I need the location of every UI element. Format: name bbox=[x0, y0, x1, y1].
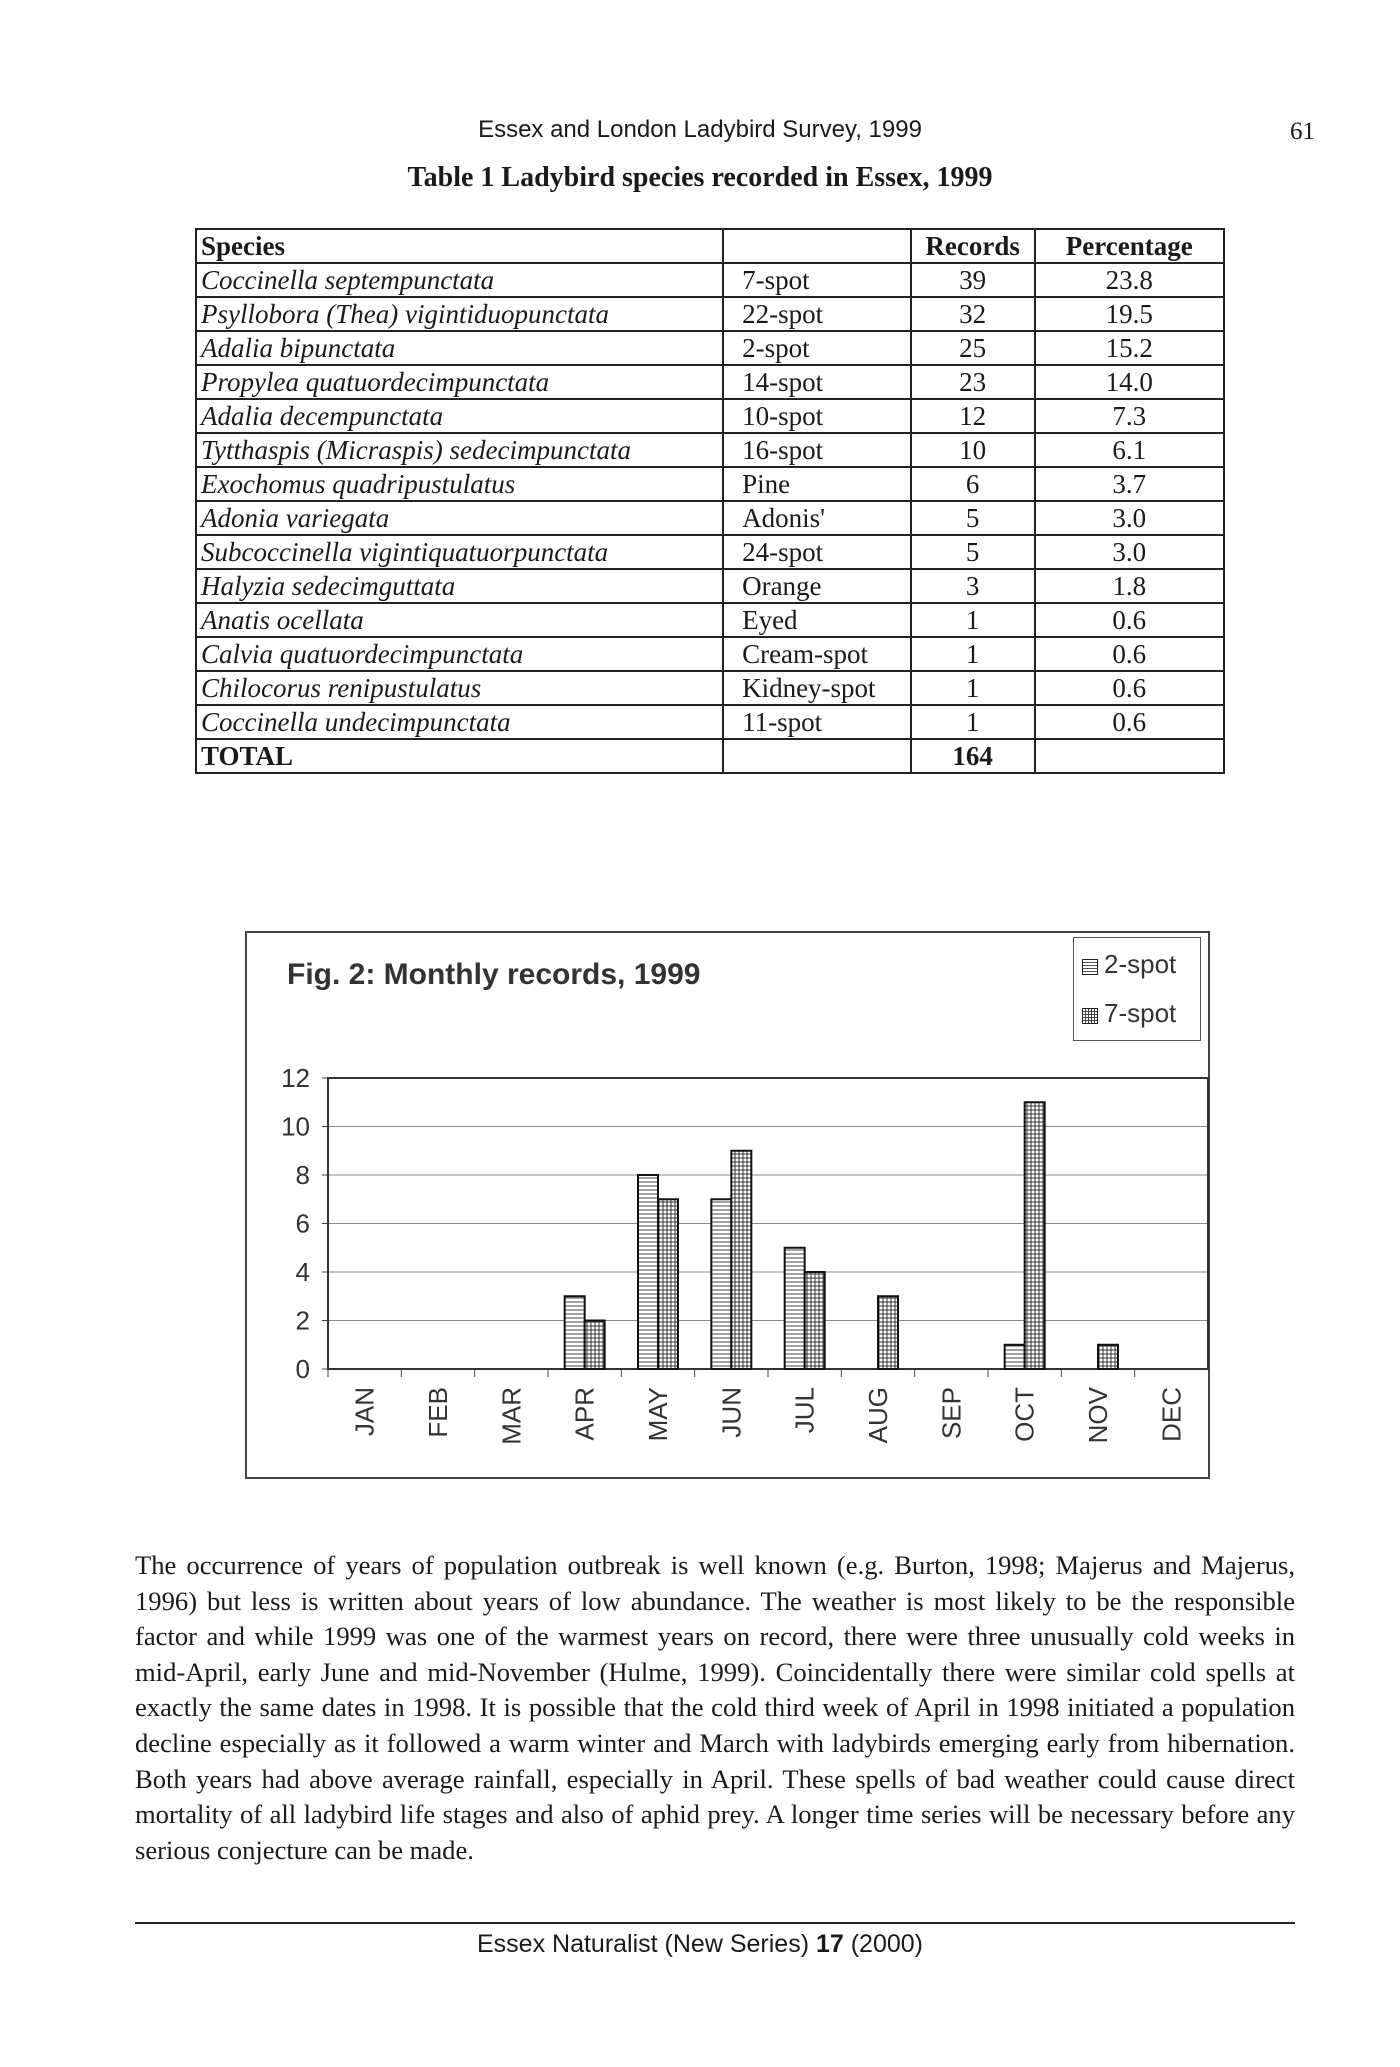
records-value: 1 bbox=[911, 603, 1035, 637]
records-value: 3 bbox=[911, 569, 1035, 603]
percentage-value: 3.7 bbox=[1035, 467, 1224, 501]
bar-2-spot-may bbox=[638, 1175, 658, 1369]
total-records: 164 bbox=[911, 739, 1035, 773]
records-value: 10 bbox=[911, 433, 1035, 467]
percentage-value: 0.6 bbox=[1035, 637, 1224, 671]
x-tick-label: DEC bbox=[1156, 1387, 1187, 1442]
x-tick-label: APR bbox=[569, 1387, 600, 1441]
table-row bbox=[196, 331, 1224, 365]
bar-7-spot-may bbox=[658, 1199, 678, 1369]
common-name: 14-spot bbox=[723, 365, 911, 399]
percentage-value: 1.8 bbox=[1035, 569, 1224, 603]
table-row bbox=[196, 705, 1224, 739]
monthly-records-chart bbox=[245, 1040, 1210, 1475]
common-name: Cream-spot bbox=[723, 637, 911, 671]
table-row bbox=[196, 467, 1224, 501]
species-name: Propylea quatuordecimpunctata bbox=[196, 365, 723, 399]
table-row bbox=[196, 365, 1224, 399]
records-value: 1 bbox=[911, 705, 1035, 739]
header-species: Species bbox=[196, 229, 723, 263]
species-name: Adalia bipunctata bbox=[196, 331, 723, 365]
table-row bbox=[196, 501, 1224, 535]
species-name: Tytthaspis (Micraspis) sedecimpunctata bbox=[196, 433, 723, 467]
total-row bbox=[196, 739, 1224, 773]
x-tick-label: OCT bbox=[1009, 1387, 1040, 1442]
x-tick-label: JUN bbox=[716, 1387, 747, 1438]
y-tick-label: 0 bbox=[295, 1354, 310, 1384]
species-name: Halyzia sedecimguttata bbox=[196, 569, 723, 603]
species-name: Psyllobora (Thea) vigintiduopunctata bbox=[196, 297, 723, 331]
percentage-value: 23.8 bbox=[1035, 263, 1224, 297]
table-header-row bbox=[196, 229, 1224, 263]
species-name: Exochomus quadripustulatus bbox=[196, 467, 723, 501]
bar-7-spot-oct bbox=[1025, 1102, 1045, 1369]
records-value: 5 bbox=[911, 535, 1035, 569]
percentage-value: 6.1 bbox=[1035, 433, 1224, 467]
records-value: 25 bbox=[911, 331, 1035, 365]
x-tick-label: MAY bbox=[643, 1387, 673, 1442]
percentage-value: 3.0 bbox=[1035, 535, 1224, 569]
legend-item-7spot bbox=[1082, 993, 1176, 1033]
species-name: Adalia decempunctata bbox=[196, 399, 723, 433]
footer-volume: 17 bbox=[815, 1930, 844, 1958]
bar-2-spot-apr bbox=[565, 1296, 585, 1369]
y-tick-label: 10 bbox=[281, 1111, 310, 1142]
common-name: Orange bbox=[723, 569, 911, 603]
records-value: 32 bbox=[911, 297, 1035, 331]
records-value: 39 bbox=[911, 263, 1035, 297]
species-name: Anatis ocellata bbox=[196, 603, 723, 637]
common-name: 7-spot bbox=[723, 263, 911, 297]
common-name: 16-spot bbox=[723, 433, 911, 467]
common-name: 24-spot bbox=[723, 535, 911, 569]
percentage-value: 0.6 bbox=[1035, 603, 1224, 637]
x-tick-label: FEB bbox=[423, 1387, 453, 1438]
legend-item-2spot bbox=[1082, 944, 1176, 984]
species-name: Chilocorus renipustulatus bbox=[196, 671, 723, 705]
x-tick-label: AUG bbox=[863, 1387, 893, 1444]
common-name: Eyed bbox=[723, 603, 911, 637]
bar-2-spot-jul bbox=[785, 1248, 805, 1369]
percentage-value: 19.5 bbox=[1035, 297, 1224, 331]
chart-legend bbox=[1073, 937, 1201, 1041]
bar-2-spot-jun bbox=[711, 1199, 731, 1369]
table-row bbox=[196, 263, 1224, 297]
legend-label-7spot: 7-spot bbox=[1104, 998, 1177, 1028]
percentage-value: 0.6 bbox=[1035, 671, 1224, 705]
species-name: Subcoccinella vigintiquatuorpunctata bbox=[196, 535, 723, 569]
percentage-value: 0.6 bbox=[1035, 705, 1224, 739]
table-row bbox=[196, 399, 1224, 433]
legend-swatch-2spot bbox=[1082, 959, 1098, 975]
x-tick-label: JUL bbox=[789, 1387, 820, 1434]
species-name: Adonia variegata bbox=[196, 501, 723, 535]
bar-7-spot-jul bbox=[805, 1272, 825, 1369]
table-row bbox=[196, 671, 1224, 705]
table-row bbox=[196, 603, 1224, 637]
common-name: 2-spot bbox=[723, 331, 911, 365]
footer bbox=[0, 1930, 1400, 1959]
table-row bbox=[196, 433, 1224, 467]
records-value: 5 bbox=[911, 501, 1035, 535]
y-tick-label: 6 bbox=[295, 1208, 310, 1239]
table-row bbox=[196, 535, 1224, 569]
bar-2-spot-oct bbox=[1005, 1345, 1025, 1369]
bar-7-spot-apr bbox=[585, 1321, 605, 1370]
chart-title: Fig. 2: Monthly records, 1999 bbox=[287, 958, 701, 991]
table-caption: Table 1 Ladybird species recorded in Essex, 1999 bbox=[407, 162, 993, 193]
table-row bbox=[196, 569, 1224, 603]
common-name: Kidney-spot bbox=[723, 671, 911, 705]
records-value: 1 bbox=[911, 637, 1035, 671]
percentage-value: 15.2 bbox=[1035, 331, 1224, 365]
footer-journal: Essex Naturalist (New Series) bbox=[476, 1930, 810, 1958]
table-row bbox=[196, 297, 1224, 331]
percentage-value: 3.0 bbox=[1035, 501, 1224, 535]
table-row bbox=[196, 637, 1224, 671]
common-name: 22-spot bbox=[723, 297, 911, 331]
bar-7-spot-aug bbox=[878, 1296, 898, 1369]
y-tick-label: 12 bbox=[281, 1063, 310, 1093]
total-common-empty bbox=[723, 739, 911, 773]
species-name: Calvia quatuordecimpunctata bbox=[196, 637, 723, 671]
legend-swatch-7spot bbox=[1082, 1008, 1098, 1024]
species-name: Coccinella septempunctata bbox=[196, 263, 723, 297]
header-records: Records bbox=[911, 229, 1035, 263]
percentage-value: 7.3 bbox=[1035, 399, 1224, 433]
y-tick-label: 2 bbox=[295, 1305, 310, 1336]
x-tick-label: MAR bbox=[496, 1387, 527, 1445]
page-number: 61 bbox=[1290, 118, 1315, 145]
records-value: 12 bbox=[911, 399, 1035, 433]
species-name: Coccinella undecimpunctata bbox=[196, 705, 723, 739]
footer-year: (2000) bbox=[850, 1930, 923, 1958]
running-head: Essex and London Ladybird Survey, 1999 bbox=[478, 116, 922, 143]
y-tick-label: 4 bbox=[295, 1257, 310, 1287]
total-percentage-empty bbox=[1035, 739, 1224, 773]
header-common-name bbox=[723, 229, 911, 263]
percentage-value: 14.0 bbox=[1035, 365, 1224, 399]
common-name: Adonis' bbox=[723, 501, 911, 535]
y-tick-label: 8 bbox=[295, 1160, 310, 1190]
x-tick-label: JAN bbox=[349, 1387, 380, 1437]
footer-rule bbox=[135, 1922, 1295, 1924]
common-name: Pine bbox=[723, 467, 911, 501]
bar-7-spot-nov bbox=[1098, 1345, 1118, 1369]
records-value: 1 bbox=[911, 671, 1035, 705]
total-label: TOTAL bbox=[196, 739, 723, 773]
records-value: 6 bbox=[911, 467, 1035, 501]
common-name: 10-spot bbox=[723, 399, 911, 433]
body-paragraph: The occurrence of years of population outbreak is well known (e.g. Burton, 1998; Majerus and Majerus, 1996) but less is written about years of low abundance. The weather is most likely to be the responsible factor and while 1999 was one of the warmest years on record, there were three unusually cold weeks in mid-April, early June and mid-November (Hulme, 1999). Coincidentally there were similar cold spells at exactly the same dates in 1998. It is possible that the cold third week of April in 1998 initiated a population decline especially as it followed a warm winter and March with ladybirds emerging early from hibernation. Both years had above average rainfall, especially in April. These spells of bad weather could cause direct mortality of all ladybird life stages and also of aphid prey. A longer time series will be necessary before any serious conjecture can be made. bbox=[135, 1550, 1295, 1865]
x-tick-label: SEP bbox=[936, 1387, 967, 1440]
records-value: 23 bbox=[911, 365, 1035, 399]
common-name: 11-spot bbox=[723, 705, 911, 739]
header-percentage: Percentage bbox=[1035, 229, 1224, 263]
legend-label-2spot: 2-spot bbox=[1104, 949, 1177, 979]
species-table bbox=[195, 228, 1225, 774]
bar-7-spot-jun bbox=[731, 1151, 751, 1369]
x-tick-label: NOV bbox=[1083, 1387, 1113, 1444]
